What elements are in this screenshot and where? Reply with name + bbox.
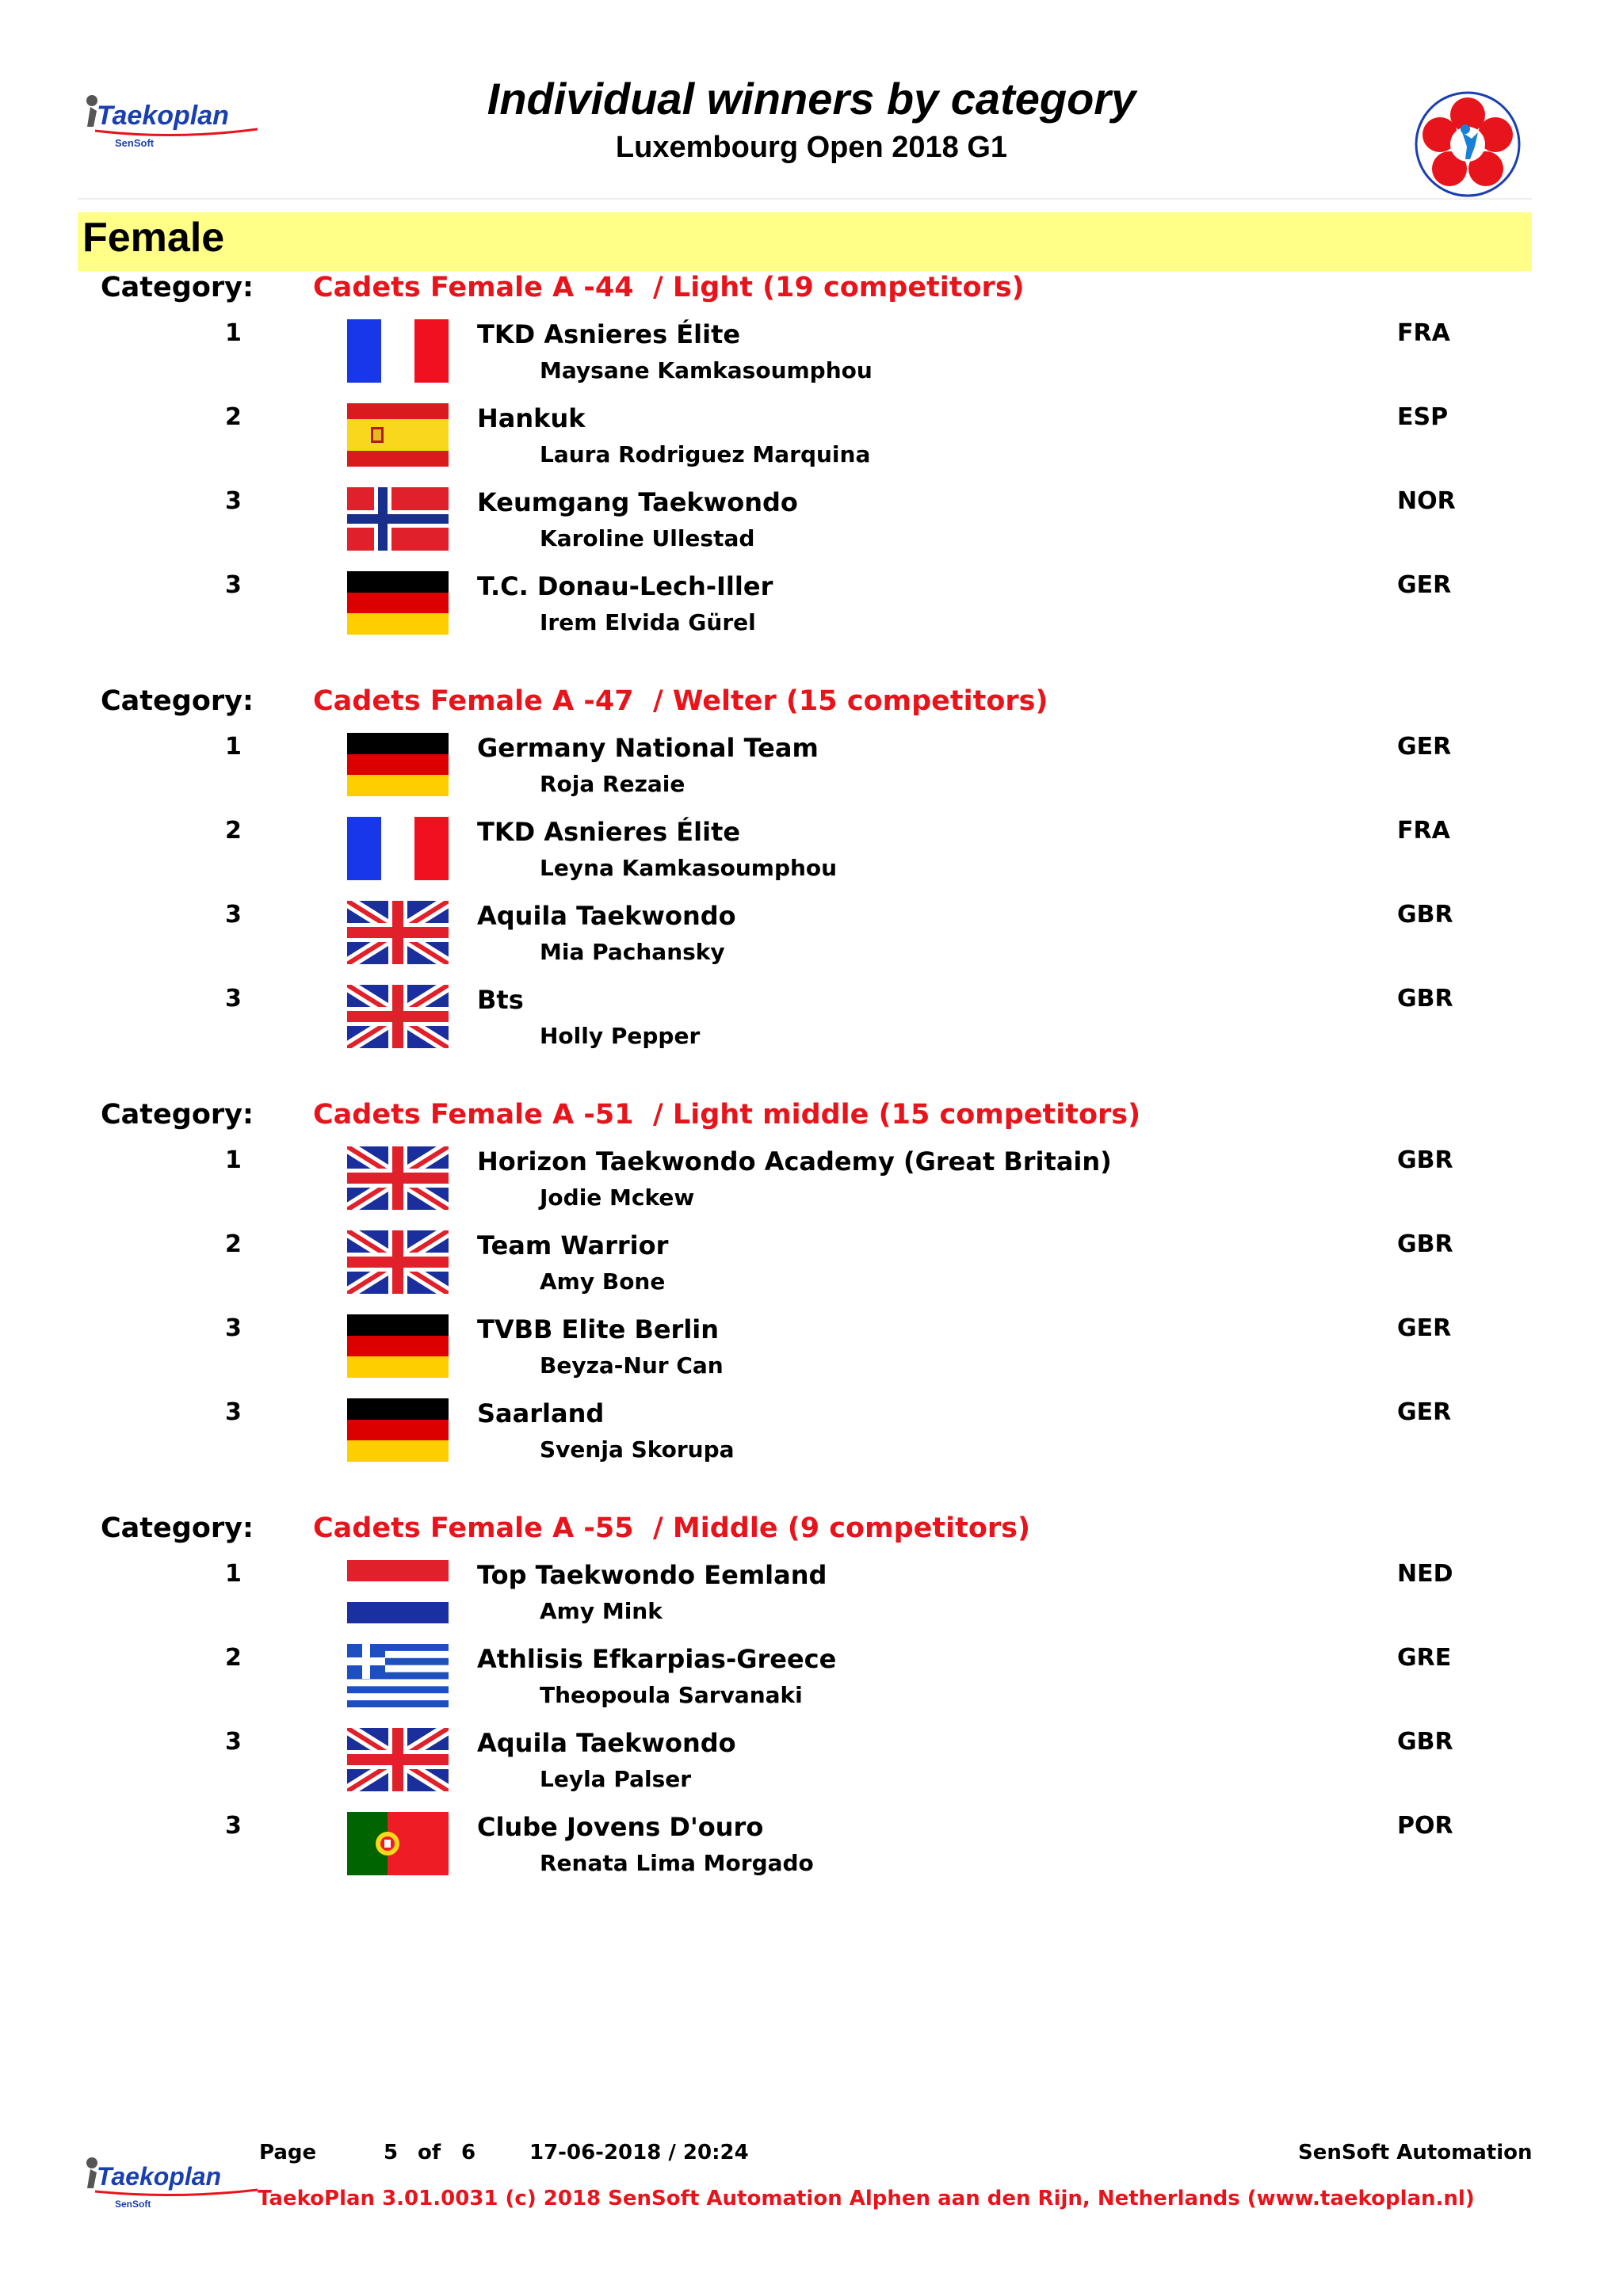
winner-row [0, 733, 1623, 812]
page-title: Individual winners by category [487, 74, 1136, 124]
athlete-name: Beyza-Nur Can [540, 1352, 724, 1379]
uk-flag-icon [347, 1230, 449, 1294]
club-name: Top Taekwondo Eemland [477, 1560, 827, 1590]
club-name: Aquila Taekwondo [477, 1728, 736, 1758]
page-header [0, 0, 1623, 198]
germany-flag-icon [347, 1398, 449, 1462]
footer-page-label: Page [259, 2141, 317, 2164]
country-code: ESP [1397, 403, 1449, 431]
country-code: NED [1397, 1560, 1453, 1588]
country-code: GER [1397, 1398, 1452, 1426]
athlete-name: Renata Lima Morgado [540, 1850, 814, 1876]
country-code: GBR [1397, 1728, 1453, 1756]
footer-page-total: 6 [461, 2141, 476, 2164]
winner-row [0, 901, 1623, 980]
rank: 3 [225, 1812, 242, 1840]
athlete-name: Theopoula Sarvanaki [540, 1682, 803, 1708]
rank: 2 [225, 1644, 242, 1672]
winner-row [0, 1146, 1623, 1226]
country-code: GBR [1397, 1146, 1453, 1174]
category-label: Category: [101, 1512, 254, 1544]
club-name: Germany National Team [477, 733, 819, 763]
federation-emblem-icon [1415, 91, 1522, 198]
winner-row [0, 1398, 1623, 1478]
winner-row [0, 487, 1623, 566]
rank: 2 [225, 403, 242, 431]
athlete-name: Laura Rodriguez Marquina [540, 441, 871, 467]
country-code: GRE [1397, 1644, 1452, 1672]
winner-row [0, 1728, 1623, 1807]
athlete-name: Irem Elvida Gürel [540, 609, 756, 635]
svg-text:SenSoft: SenSoft [115, 137, 155, 149]
country-code: GBR [1397, 1230, 1453, 1258]
rank: 1 [225, 733, 242, 761]
athlete-name: Svenja Skorupa [540, 1436, 735, 1463]
category-label: Category: [101, 685, 254, 717]
club-name: Athlisis Efkarpias-Greece [477, 1644, 837, 1674]
category-title: Cadets Female A -44 / Light (19 competitors) [313, 272, 1025, 303]
uk-flag-icon [347, 901, 449, 964]
club-name: Horizon Taekwondo Academy (Great Britain) [477, 1146, 1112, 1177]
winner-row [0, 1812, 1623, 1891]
rank: 3 [225, 901, 242, 929]
category-title: Cadets Female A -55 / Middle (9 competitors) [313, 1512, 1030, 1544]
club-name: TKD Asnieres Élite [477, 817, 741, 847]
footer-datetime: 17-06-2018 / 20:24 [529, 2141, 749, 2164]
section-title: Female [82, 215, 225, 261]
country-code: GBR [1397, 985, 1453, 1013]
category-label: Category: [101, 1099, 254, 1131]
footer-company: SenSoft Automation [1298, 2141, 1533, 2164]
portugal-flag-icon [347, 1812, 449, 1875]
category-title: Cadets Female A -51 / Light middle (15 competitors) [313, 1099, 1141, 1131]
svg-text:Taekoplan: Taekoplan [97, 2162, 222, 2191]
rank: 3 [225, 487, 242, 515]
footer-taekoplan-logo [79, 2149, 262, 2212]
rank: 1 [225, 1146, 242, 1174]
rank: 3 [225, 985, 242, 1013]
germany-flag-icon [347, 1314, 449, 1378]
germany-flag-icon [347, 733, 449, 796]
athlete-name: Jodie Mckew [540, 1184, 695, 1211]
footer-of-label: of [418, 2141, 441, 2164]
rank: 3 [225, 1398, 242, 1426]
winner-row [0, 1560, 1623, 1639]
country-code: GER [1397, 1314, 1452, 1342]
club-name: T.C. Donau-Lech-Iller [477, 571, 773, 601]
rank: 3 [225, 1314, 242, 1342]
winner-row [0, 571, 1623, 650]
winner-row [0, 985, 1623, 1064]
france-flag-icon [347, 817, 449, 880]
athlete-name: Karoline Ullestad [540, 525, 755, 551]
france-flag-icon [347, 319, 449, 383]
country-code: GBR [1397, 901, 1453, 929]
category-label: Category: [101, 272, 254, 303]
rank: 3 [225, 1728, 242, 1756]
country-code: GER [1397, 733, 1452, 761]
uk-flag-icon [347, 1728, 449, 1791]
winner-row [0, 1644, 1623, 1723]
svg-text:SenSoft: SenSoft [115, 2199, 151, 2210]
section-header-bar [78, 212, 1532, 271]
athlete-name: Mia Pachansky [540, 939, 725, 965]
uk-flag-icon [347, 985, 449, 1048]
country-code: NOR [1397, 487, 1456, 515]
svg-text:Taekoplan: Taekoplan [97, 101, 229, 131]
winner-row [0, 1230, 1623, 1310]
rank: 1 [225, 1560, 242, 1588]
country-code: FRA [1397, 817, 1450, 845]
winner-row [0, 817, 1623, 896]
footer-copyright: TaekoPlan 3.01.0031 (c) 2018 SenSoft Automation Alphen aan den Rijn, Netherlands (www.taekoplan.nl) [258, 2187, 1475, 2210]
athlete-name: Maysane Kamkasoumphou [540, 357, 873, 383]
uk-flag-icon [347, 1146, 449, 1210]
athlete-name: Leyla Palser [540, 1766, 692, 1792]
page-subtitle: Luxembourg Open 2018 G1 [615, 131, 1008, 164]
winner-row [0, 1314, 1623, 1394]
category-title: Cadets Female A -47 / Welter (15 competitors) [313, 685, 1048, 717]
netherlands-flag-icon [347, 1560, 449, 1623]
athlete-name: Roja Rezaie [540, 771, 685, 797]
club-name: Keumgang Taekwondo [477, 487, 798, 517]
athlete-name: Amy Mink [540, 1598, 663, 1624]
rank: 2 [225, 1230, 242, 1258]
norway-flag-icon [347, 487, 449, 551]
winner-row [0, 403, 1623, 482]
country-code: GER [1397, 571, 1452, 599]
club-name: Hankuk [477, 403, 586, 433]
athlete-name: Amy Bone [540, 1268, 666, 1295]
winner-row [0, 319, 1623, 399]
footer-page-number: 5 [384, 2141, 399, 2164]
germany-flag-icon [347, 571, 449, 635]
spain-flag-icon [347, 403, 449, 467]
club-name: Team Warrior [477, 1230, 669, 1261]
club-name: TKD Asnieres Élite [477, 319, 741, 349]
club-name: Clube Jovens D'ouro [477, 1812, 764, 1842]
club-name: Bts [477, 985, 524, 1015]
rank: 1 [225, 319, 242, 347]
athlete-name: Holly Pepper [540, 1023, 701, 1049]
club-name: TVBB Elite Berlin [477, 1314, 720, 1344]
rank: 2 [225, 817, 242, 845]
greece-flag-icon [347, 1644, 449, 1707]
club-name: Aquila Taekwondo [477, 901, 736, 931]
club-name: Saarland [477, 1398, 605, 1428]
header-divider [78, 198, 1532, 200]
country-code: FRA [1397, 319, 1450, 347]
athlete-name: Leyna Kamkasoumphou [540, 855, 838, 881]
rank: 3 [225, 571, 242, 599]
country-code: POR [1397, 1812, 1453, 1840]
